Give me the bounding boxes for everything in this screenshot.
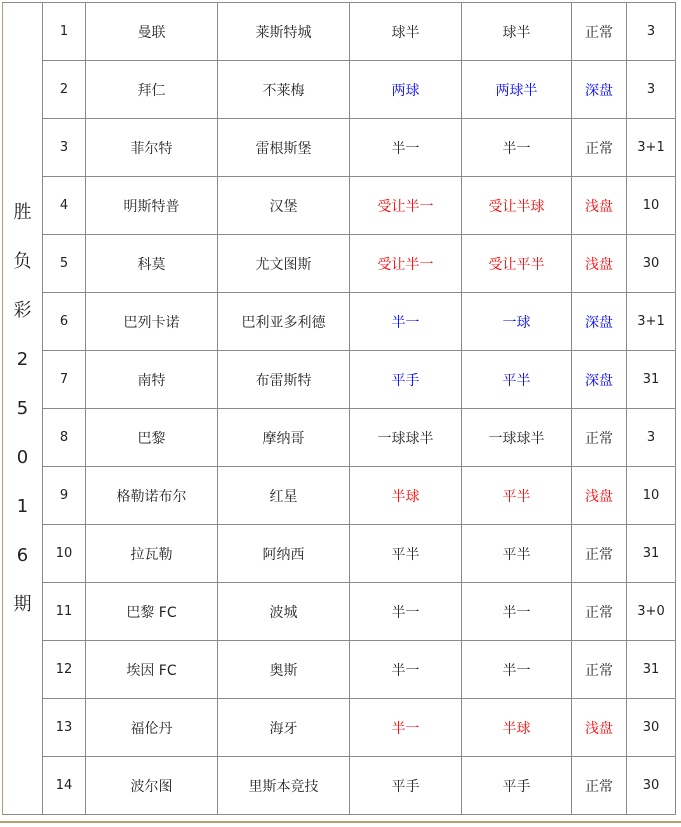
score-pick: 3 (627, 61, 676, 119)
away-team: 里斯本竞技 (218, 757, 350, 815)
opening-handicap: 两球 (350, 61, 462, 119)
away-team: 不莱梅 (218, 61, 350, 119)
handicap-type: 正常 (572, 583, 627, 641)
away-team: 奥斯 (218, 641, 350, 699)
match-number: 12 (43, 641, 86, 699)
opening-handicap: 受让半一 (350, 235, 462, 293)
issue-title-char: 6 (16, 545, 29, 566)
home-team: 明斯特普 (86, 177, 218, 235)
closing-handicap: 球半 (462, 3, 572, 61)
handicap-type: 浅盘 (572, 177, 627, 235)
opening-handicap: 半一 (350, 293, 462, 351)
table-row (3, 177, 676, 235)
issue-title-char: 胜 (13, 202, 32, 223)
closing-handicap: 半一 (462, 119, 572, 177)
closing-handicap: 半球 (462, 699, 572, 757)
away-team: 巴利亚多利德 (218, 293, 350, 351)
closing-handicap: 平手 (462, 757, 572, 815)
home-team: 巴黎 FC (86, 583, 218, 641)
handicap-type: 深盘 (572, 351, 627, 409)
home-team: 南特 (86, 351, 218, 409)
match-number: 2 (43, 61, 86, 119)
away-team: 尤文图斯 (218, 235, 350, 293)
away-team: 雷根斯堡 (218, 119, 350, 177)
match-number: 8 (43, 409, 86, 467)
home-team: 巴列卡诺 (86, 293, 218, 351)
table-row (3, 467, 676, 525)
issue-title-char: 负 (13, 251, 32, 272)
opening-handicap: 半一 (350, 119, 462, 177)
match-number: 7 (43, 351, 86, 409)
away-team: 海牙 (218, 699, 350, 757)
score-pick: 3+1 (627, 293, 676, 351)
handicap-type: 正常 (572, 525, 627, 583)
closing-handicap: 受让半球 (462, 177, 572, 235)
closing-handicap: 平半 (462, 525, 572, 583)
match-number: 11 (43, 583, 86, 641)
opening-handicap: 球半 (350, 3, 462, 61)
closing-handicap: 半一 (462, 583, 572, 641)
away-team: 莱斯特城 (218, 3, 350, 61)
handicap-type: 正常 (572, 409, 627, 467)
issue-title (3, 3, 43, 815)
bottom-divider (0, 821, 681, 823)
score-pick: 30 (627, 235, 676, 293)
score-pick: 30 (627, 699, 676, 757)
score-pick: 10 (627, 467, 676, 525)
score-pick: 31 (627, 641, 676, 699)
table-row (3, 757, 676, 815)
score-pick: 3 (627, 409, 676, 467)
issue-title-char: 2 (16, 349, 29, 370)
table-row (3, 525, 676, 583)
opening-handicap: 半一 (350, 699, 462, 757)
match-number: 14 (43, 757, 86, 815)
handicap-type: 深盘 (572, 293, 627, 351)
opening-handicap: 半一 (350, 583, 462, 641)
issue-title-char: 0 (16, 447, 29, 468)
away-team: 汉堡 (218, 177, 350, 235)
home-team: 菲尔特 (86, 119, 218, 177)
opening-handicap: 平半 (350, 525, 462, 583)
table-row (3, 583, 676, 641)
closing-handicap: 平半 (462, 351, 572, 409)
issue-title-char: 期 (13, 594, 32, 615)
opening-handicap: 平手 (350, 351, 462, 409)
closing-handicap: 受让平半 (462, 235, 572, 293)
score-pick: 3 (627, 3, 676, 61)
table-row (3, 235, 676, 293)
score-pick: 3+0 (627, 583, 676, 641)
away-team: 波城 (218, 583, 350, 641)
match-number: 10 (43, 525, 86, 583)
home-team: 福伦丹 (86, 699, 218, 757)
away-team: 阿纳西 (218, 525, 350, 583)
handicap-type: 浅盘 (572, 467, 627, 525)
score-pick: 10 (627, 177, 676, 235)
closing-handicap: 一球球半 (462, 409, 572, 467)
match-number: 3 (43, 119, 86, 177)
handicap-type: 正常 (572, 757, 627, 815)
away-team: 摩纳哥 (218, 409, 350, 467)
table-row (3, 61, 676, 119)
home-team: 曼联 (86, 3, 218, 61)
closing-handicap: 一球 (462, 293, 572, 351)
opening-handicap: 半一 (350, 641, 462, 699)
opening-handicap: 平手 (350, 757, 462, 815)
table-body (3, 3, 676, 815)
match-number: 4 (43, 177, 86, 235)
issue-title-char: 彩 (13, 300, 32, 321)
closing-handicap: 平半 (462, 467, 572, 525)
handicap-type: 正常 (572, 119, 627, 177)
opening-handicap: 半球 (350, 467, 462, 525)
score-pick: 31 (627, 525, 676, 583)
home-team: 波尔图 (86, 757, 218, 815)
table-row (3, 699, 676, 757)
opening-handicap: 受让半一 (350, 177, 462, 235)
match-number: 9 (43, 467, 86, 525)
score-pick: 3+1 (627, 119, 676, 177)
match-number: 1 (43, 3, 86, 61)
handicap-type: 深盘 (572, 61, 627, 119)
home-team: 格勒诺布尔 (86, 467, 218, 525)
closing-handicap: 半一 (462, 641, 572, 699)
away-team: 布雷斯特 (218, 351, 350, 409)
table-row (3, 641, 676, 699)
table-row (3, 409, 676, 467)
handicap-type: 浅盘 (572, 235, 627, 293)
lottery-table (2, 2, 676, 815)
match-number: 6 (43, 293, 86, 351)
table-row (3, 293, 676, 351)
match-number: 13 (43, 699, 86, 757)
home-team: 拉瓦勒 (86, 525, 218, 583)
handicap-type: 浅盘 (572, 699, 627, 757)
issue-title-char: 5 (16, 398, 29, 419)
issue-title-char: 1 (16, 496, 29, 517)
table-row (3, 3, 676, 61)
score-pick: 30 (627, 757, 676, 815)
home-team: 埃因 FC (86, 641, 218, 699)
table-row (3, 119, 676, 177)
handicap-type: 正常 (572, 641, 627, 699)
away-team: 红星 (218, 467, 350, 525)
match-number: 5 (43, 235, 86, 293)
score-pick: 31 (627, 351, 676, 409)
handicap-type: 正常 (572, 3, 627, 61)
opening-handicap: 一球球半 (350, 409, 462, 467)
closing-handicap: 两球半 (462, 61, 572, 119)
home-team: 巴黎 (86, 409, 218, 467)
table-row (3, 351, 676, 409)
home-team: 拜仁 (86, 61, 218, 119)
home-team: 科莫 (86, 235, 218, 293)
